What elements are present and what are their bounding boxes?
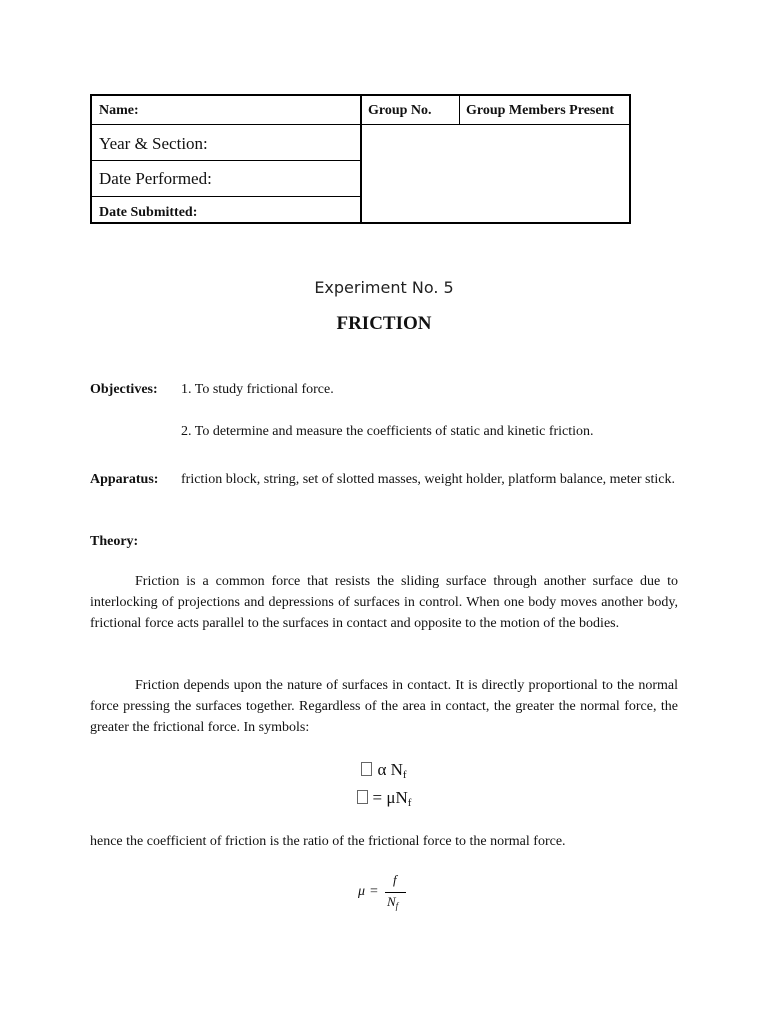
missing-glyph-icon — [357, 790, 368, 804]
theory-paragraph-1-text: Friction is a common force that resists the sliding surface through another surface due to interlocking of projections and depressions of surfaces in control. When one body moves another body, frictional force acts parallel to the surfaces in contact and opposite to the motion of the bodies. — [90, 574, 678, 631]
friction-equation — [0, 788, 768, 809]
theory-paragraph-2-text: Friction depends upon the nature of surfaces in contact. It is directly proportional to the normal force pressing the surfaces together. Regardless of the area in contact, the greater the normal force, the greater the frictional force. In symbols: — [90, 678, 678, 735]
objective-item-2: 2. To determine and measure the coefficients of static and kinetic friction. — [181, 424, 594, 439]
date-submitted-field-label: Date Submitted: — [99, 205, 198, 220]
apparatus-label: Apparatus: — [90, 472, 159, 487]
eq2-operator: = μN — [372, 788, 408, 807]
group-members-header: Group Members Present — [460, 96, 631, 125]
theory-paragraph-1 — [90, 571, 678, 634]
apparatus-text: friction block, string, set of slotted masses, weight holder, platform balance, meter stick. — [181, 472, 675, 487]
proportionality-equation — [0, 760, 768, 781]
fraction-bar — [385, 892, 406, 893]
eq1-subscript: f — [402, 769, 407, 781]
header-info-table — [90, 94, 631, 224]
date-performed-field-label: Date Performed: — [92, 161, 360, 197]
year-section-field-label: Year & Section: — [92, 125, 360, 161]
name-field-label: Name: — [92, 96, 360, 125]
formula-equals: = — [370, 884, 378, 899]
eq2-subscript: f — [407, 797, 412, 809]
formula-denominator — [387, 894, 398, 911]
formula-denominator-subscript: f — [395, 901, 399, 911]
objective-item-1: 1. To study frictional force. — [181, 382, 334, 397]
formula-denominator-main: N — [387, 894, 396, 909]
missing-glyph-icon — [361, 762, 372, 776]
group-no-header: Group No. — [362, 96, 460, 125]
experiment-number: Experiment No. 5 — [314, 278, 454, 297]
eq1-operator: α N — [377, 760, 403, 779]
student-info-column — [92, 96, 362, 222]
page-title: FRICTION — [336, 313, 432, 334]
theory-label: Theory: — [90, 534, 139, 549]
coefficient-definition-text: hence the coefficient of friction is the ratio of the frictional force to the normal force. — [90, 834, 566, 849]
formula-numerator: f — [393, 872, 397, 887]
theory-paragraph-2 — [90, 675, 678, 738]
formula-mu: μ — [358, 884, 366, 899]
objectives-label: Objectives: — [90, 382, 158, 397]
